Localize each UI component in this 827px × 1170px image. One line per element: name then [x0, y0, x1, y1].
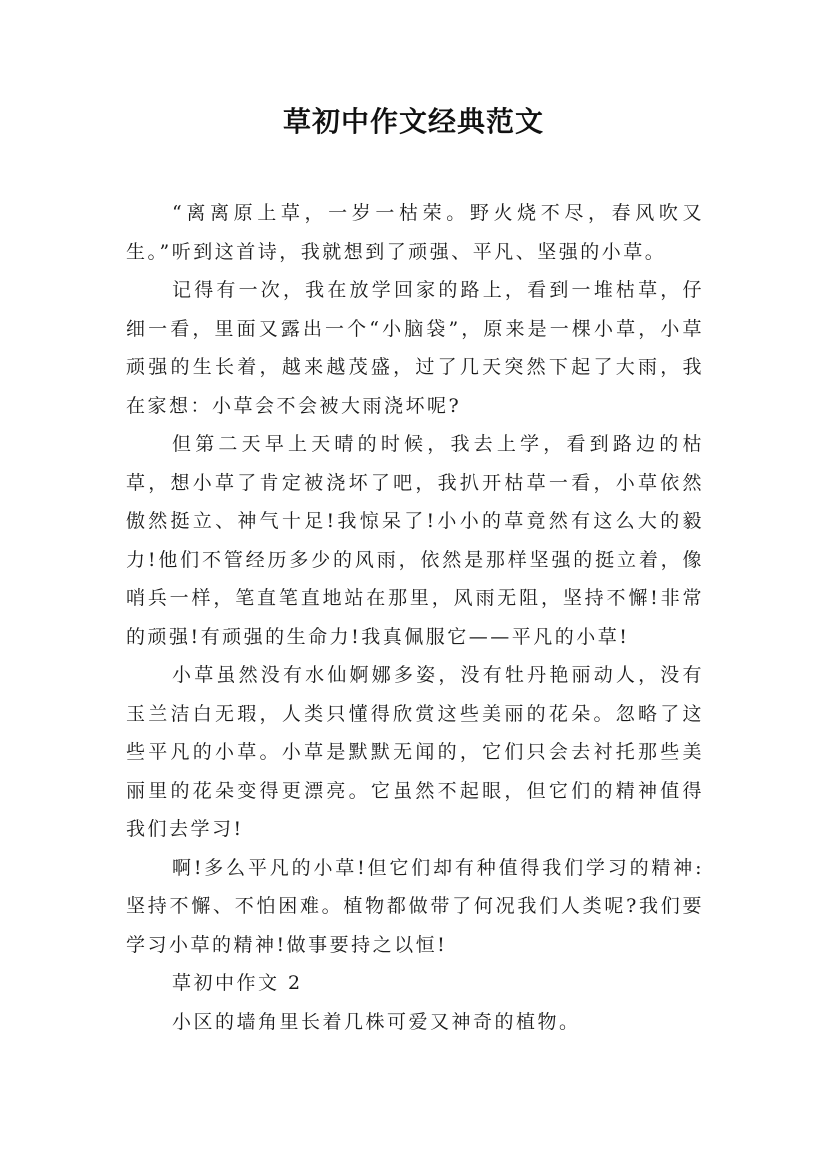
paragraph: “离离原上草，一岁一枯荣。野火烧不尽，春风吹又生。”听到这首诗，我就想到了顽强、平凡、坚强的小草。: [126, 202, 704, 263]
document-body: [126, 194, 704, 1041]
document-title: 草初中作文经典范文: [282, 105, 544, 138]
paragraph: 记得有一次，我在放学回家的路上，看到一堆枯草，仔细一看，里面又露出一个“小脑袋”，原来是一棵小草，小草顽强的生长着，越来越茂盛，过了几天突然下起了大雨，我在家想：小草会不会被大雨浇坏呢?: [126, 279, 704, 417]
paragraph: 啊!多么平凡的小草!但它们却有种值得我们学习的精神:坚持不懈、不怕困难。植物都做带了何况我们人类呢?我们要学习小草的精神!做事要持之以恒!: [126, 856, 704, 956]
paragraph: 但第二天早上天晴的时候，我去上学，看到路边的枯草，想小草了肯定被浇坏了吧，我扒开枯草一看，小草依然傲然挺立、神气十足!我惊呆了!小小的草竟然有这么大的毅力!他们不管经历多少的风雨，依然是那样坚强的挺立着，像哨兵一样，笔直笔直地站在那里，风雨无阻，坚持不懈!非常的顽强!有顽强的生命力!我真佩服它——平凡的小草!: [126, 433, 704, 648]
paragraph: 小区的墙角里长着几株可爱又神奇的植物。: [172, 1010, 581, 1033]
paragraph: 小草虽然没有水仙婀娜多姿，没有牡丹艳丽动人，没有玉兰洁白无瑕，人类只懂得欣赏这些美丽的花朵。忽略了这些平凡的小草。小草是默默无闻的，它们只会去衬托那些美丽里的花朵变得更漂亮。它虽然不起眼，但它们的精神值得我们去学习!: [126, 664, 704, 840]
section-heading: 草初中作文 2: [172, 972, 303, 994]
